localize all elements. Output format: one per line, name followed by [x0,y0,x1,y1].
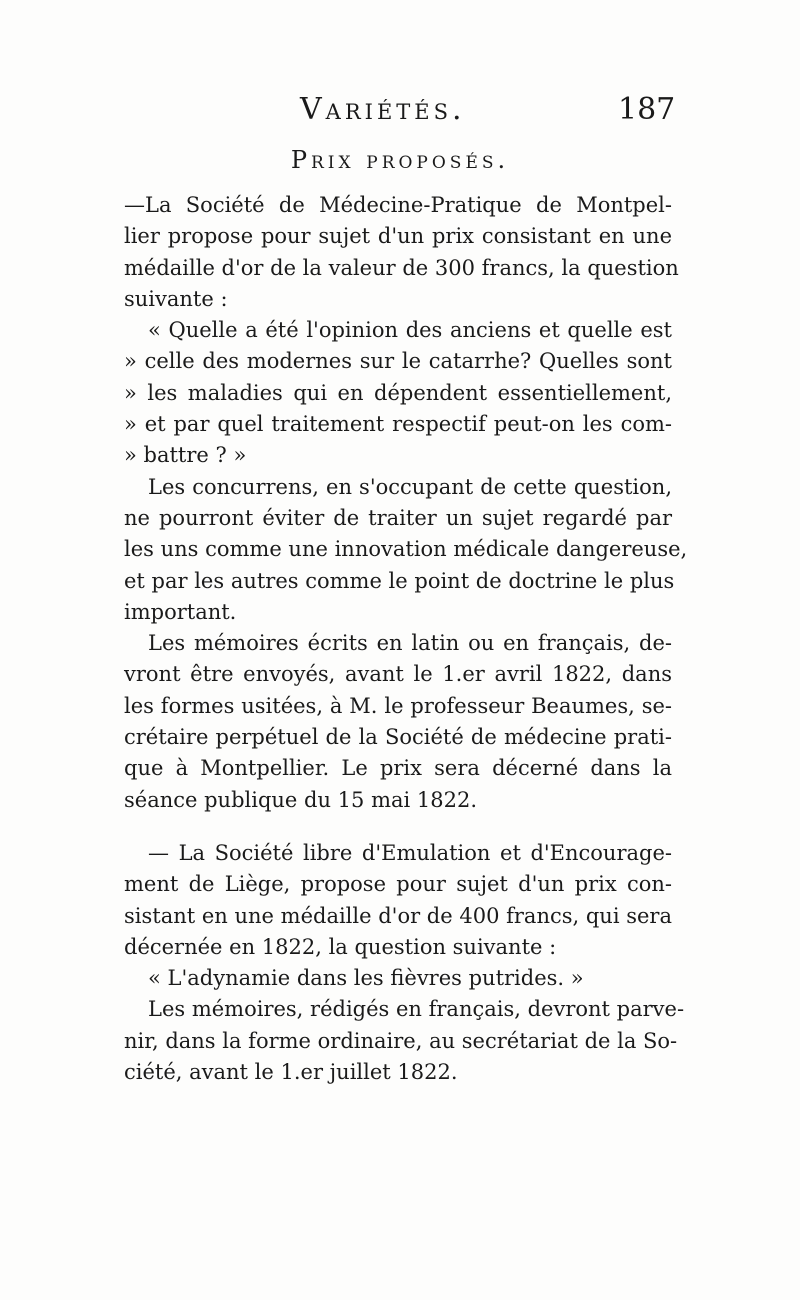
text-line: séance publique du 15 mai 1822. [124,787,478,812]
text-line: ne pourront éviter de traiter un sujet regardé par [124,505,672,530]
text-line: que à Montpellier. Le prix sera décerné dans la [124,756,672,781]
page-number: 187 [618,92,676,127]
text-line: décernée en 1822, la question suivante : [124,934,557,959]
text-line: sistant en une médaille d'or de 400 francs, qui sera [124,903,672,928]
text-line: nir, dans la forme ordinaire, au secrétariat de la So- [124,1028,678,1053]
text-line: —La Société de Médecine-Pratique de Montpel- [124,193,672,217]
running-head [0,92,800,132]
text-line: les formes usitées, à M. le professeur Beaumes, se- [124,693,672,718]
text-line: ciété, avant le 1.er juillet 1822. [124,1060,458,1085]
text-line: ment de Liège, propose pour sujet d'un prix con- [124,872,672,897]
text-line: » celle des modernes sur le catarrhe? Quelles sont [124,349,672,374]
text-line: » les maladies qui en dépendent essentiellement, [124,380,672,405]
text-line: » et par quel traitement respectif peut-on les com- [124,412,672,437]
text-line: important. [124,599,237,624]
article-liege [124,838,685,1088]
section-heading: Prix proposés. [290,146,510,174]
article-montpellier [124,190,688,816]
text-line: « Quelle a été l'opinion des anciens et quelle est [148,318,672,343]
text-body [124,190,688,1088]
text-line: vront être envoyés, avant le 1.er avril 1822, dans [124,662,672,687]
text-line: lier propose pour sujet d'un prix consistant en une [124,224,672,249]
paragraph-gap [124,816,672,838]
text-line: suivante : [124,286,228,311]
running-title: Variétés. [300,92,466,127]
text-line: crétaire perpétuel de la Société de médecine prati- [124,725,672,750]
text-line: Les concurrens, en s'occupant de cette question, [148,474,672,499]
text-line: Les mémoires, rédigés en français, devront parve- [148,997,685,1022]
text-line: « L'adynamie dans les fièvres putrides. » [148,966,584,991]
text-line: — La Société libre d'Emulation et d'Encourage- [148,840,672,865]
text-line: Les mémoires écrits en latin ou en français, de- [148,631,672,656]
text-line: les uns comme une innovation médicale dangereuse, [124,537,688,562]
text-line: médaille d'or de la valeur de 300 francs, la question [124,255,679,280]
text-line: et par les autres comme le point de doctrine le plus [124,568,675,593]
text-line: » battre ? » [124,443,247,468]
